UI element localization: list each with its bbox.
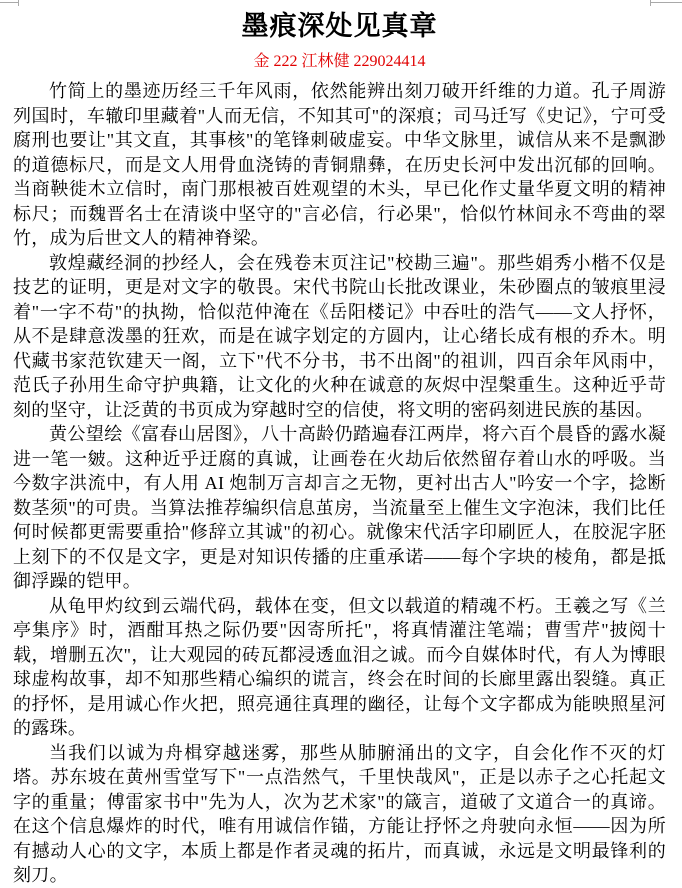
paragraph: 敦煌藏经洞的抄经人，会在残卷末页注记"校勘三遍"。那些娟秀小楷不仅是技艺的证明，更是对文字的敬畏。宋代书院山长批改课业，朱砂圈点的皱痕里浸着"一字不苟"的执拗，恰似范仲淹在《岳阳楼记》中吞吐的浩气——文人抒怀，从不是肆意泼墨的狂欢，而是在诚字划定的方圆内，让心绪长成有根的乔木。明代藏书家范钦建天一阁，立下"代不分书，书不出阁"的祖训，四百余年风雨中，范氏子孙用生命守护典籍，让文化的火种在诚意的灰烬中涅槃重生。这种近乎苛刻的坚守，让泛黄的书页成为穿越时空的信使，将文明的密码刻进民族的基因。 bbox=[13, 252, 666, 420]
page-margin-crop-mark-top-left-vertical bbox=[18, 0, 19, 6]
essay-title: 墨痕深处见真章 bbox=[241, 11, 438, 41]
paragraph: 从龟甲灼纹到云端代码，载体在变，但文以载道的精魂不朽。王羲之写《兰亭集序》时，酒酣耳热之际仍要"因寄所托"，将真情灌注笔端；曹雪芹"披阅十载，增删五次"，让大观园的砖瓦都浸透血泪之诚。而今自媒体时代，有人为博眼球虚构故事，却不知那些精心编织的谎言，终会在时间的长廊里露出裂缝。真正的抒怀，是用诚心作火把，照亮通往真理的幽径，让每个文字都成为能映照星河的露珠。 bbox=[13, 595, 666, 738]
paragraph: 黄公望绘《富春山居图》，八十高龄仍踏遍春江两岸，将六百个晨昏的露水凝进一笔一皴。这种近乎迂腐的真诚，让画卷在火劫后依然留存着山水的呼吸。当今数字洪流中，有人用 AI 炮制万言却言之无物，更衬出古人"吟安一个字，捻断数茎须"的可贵。当算法推荐编织信息茧房，当流量至上催生文字泡沫，我们比任何时候都更需要重拾"修辞立其诚"的初心。就像宋代活字印刷匠人，在胶泥字胚上刻下的不仅是文字，更是对知识传播的庄重承诺——每个字块的棱角，都是抵御浮躁的铠甲。 bbox=[13, 424, 666, 591]
page-margin-crop-mark-top-right-horizontal bbox=[650, 2, 682, 3]
paragraph: 当我们以诚为舟楫穿越迷雾，那些从肺腑涌出的文字，自会化作不灭的灯塔。苏东坡在黄州雪堂写下"一点浩然气，千里快哉风"，正是以赤子之心托起文字的重量；傅雷家书中"先为人，次为艺术家"的箴言，道破了文道合一的真谛。在这个信息爆炸的时代，唯有用诚信作锚，方能让抒怀之舟驶向永恒——因为所有撼动人心的文字，本质上都是作者灵魂的拓片，而真诚，永远是文明最锋利的刻刀。 bbox=[13, 742, 666, 885]
essay-body bbox=[13, 79, 666, 888]
page-margin-crop-mark-top-left-horizontal bbox=[0, 2, 19, 3]
paragraph: 竹简上的墨迹历经三千年风雨，依然能辨出刻刀破开纤维的力道。孔子周游列国时，车辙印里藏着"人而无信，不知其可"的深痕；司马迁写《史记》，宁可受腐刑也要让"其文直，其事核"的笔锋刺破虚妄。中华文脉里，诚信从来不是飘渺的道德标尺，而是文人用骨血浇铸的青铜鼎彝，在历史长河中发出沉郁的回响。当商鞅徙木立信时，南门那根被百姓观望的木头，早已化作丈量华夏文明的精神标尺；而魏晋名士在清谈中坚守的"言必信，行必果"，恰似竹林间永不弯曲的翠竹，成为后世文人的精神脊梁。 bbox=[13, 81, 666, 248]
author-line: 金 222 江林健 229024414 bbox=[253, 53, 426, 70]
page-margin-crop-mark-top-right-vertical bbox=[650, 0, 651, 6]
